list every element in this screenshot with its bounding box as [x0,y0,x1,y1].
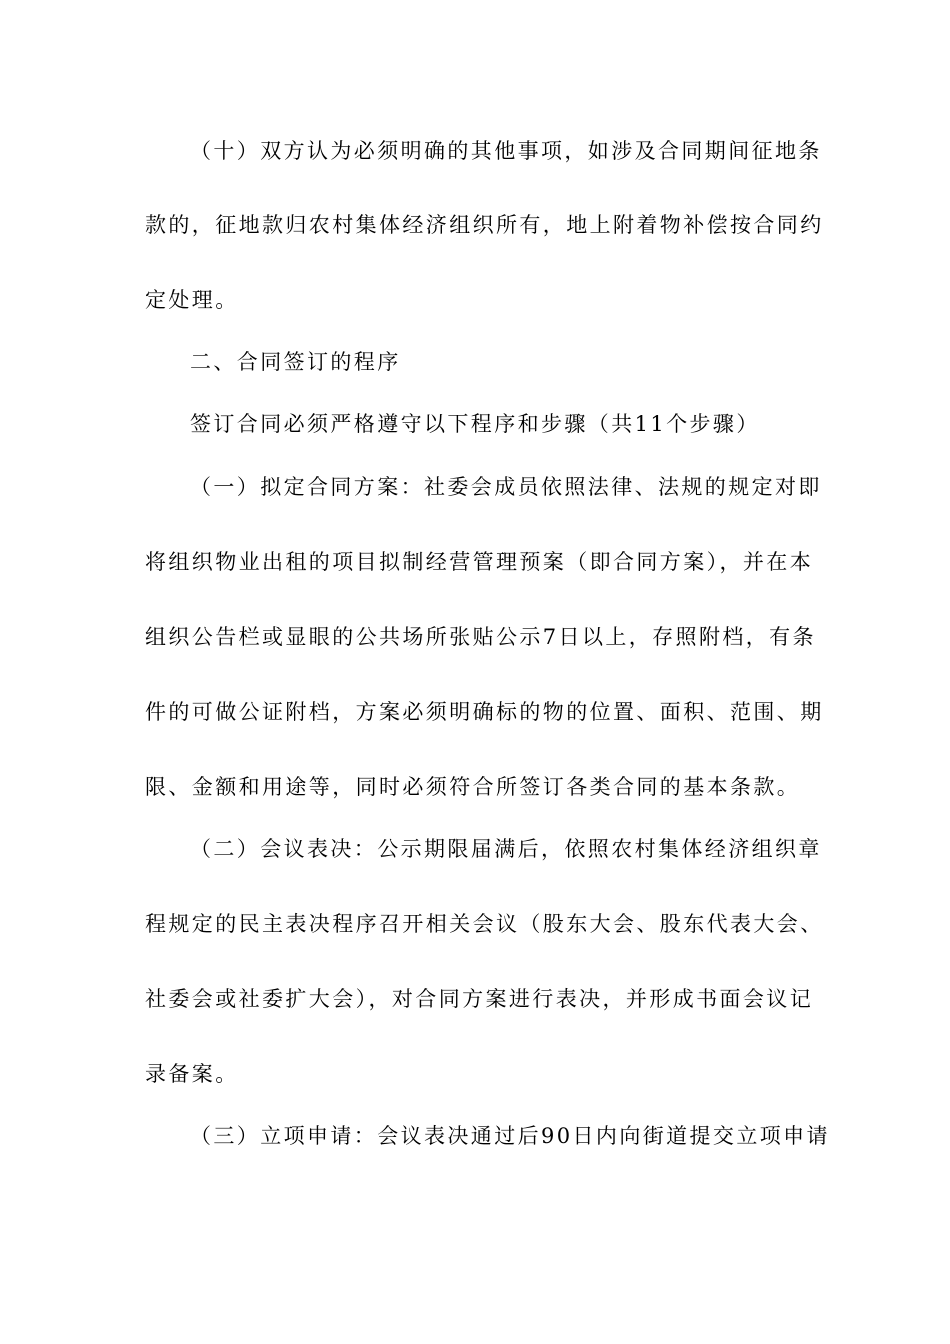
paragraph-line: 定处理。 [145,288,239,312]
section-heading: 二、合同签订的程序 [190,350,401,374]
paragraph-line: 件的可做公证附档，方案必须明确标的物的位置、面积、范围、期 [145,700,824,724]
paragraph-line: 社委会或社委扩大会），对合同方案进行表决，并形成书面会议记 [145,987,814,1011]
paragraph-line: 限、金额和用途等，同时必须符合所签订各类合同的基本条款。 [145,775,801,799]
paragraph-line: （三）立项申请：会议表决通过后90日内向街道提交立项申请 [190,1124,830,1148]
paragraph-line: 组织公告栏或显眼的公共场所张贴公示7日以上，存照附档，有条 [145,625,816,649]
paragraph-line: 程规定的民主表决程序召开相关会议（股东大会、股东代表大会、 [145,912,824,936]
paragraph-line: 款的，征地款归农村集体经济组织所有，地上附着物补偿按合同约 [145,213,824,237]
paragraph-line: （一）拟定合同方案：社委会成员依照法律、法规的规定对即 [190,475,822,499]
paragraph-line: （十）双方认为必须明确的其他事项，如涉及合同期间征地条 [190,139,822,163]
paragraph-line: （二）会议表决：公示期限届满后，依照农村集体经济组织章 [190,837,822,861]
paragraph-line: 将组织物业出租的项目拟制经营管理预案（即合同方案），并在本 [145,550,814,574]
paragraph-line: 签订合同必须严格遵守以下程序和步骤（共11个步骤） [190,412,760,436]
paragraph-line: 录备案。 [145,1062,239,1086]
